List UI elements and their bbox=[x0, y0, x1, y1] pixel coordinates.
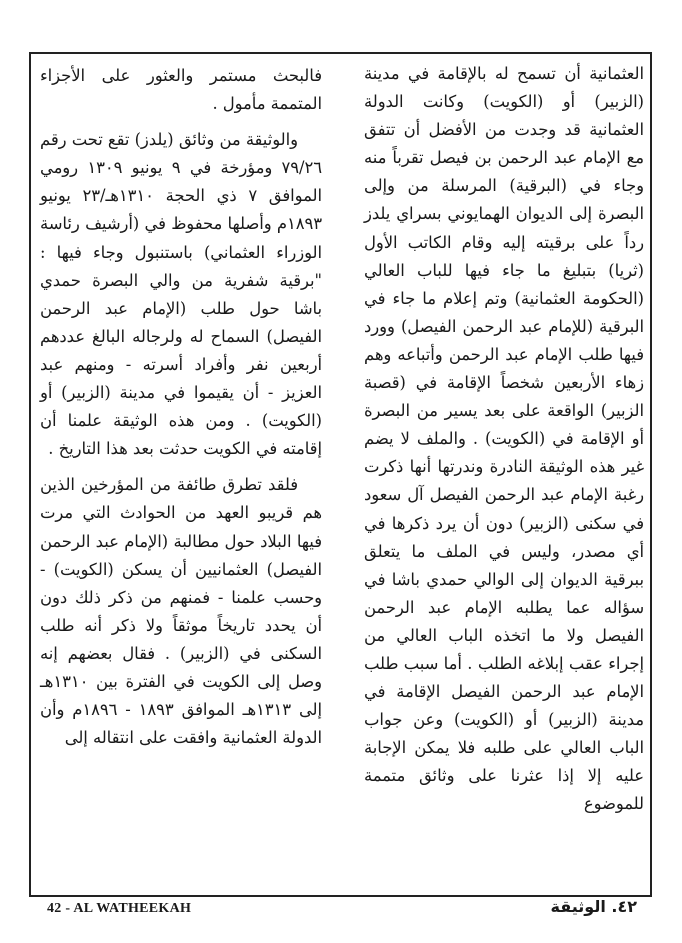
left-column-paragraph-1: فالبحث مستمر والعثور على الأجزاء المتممة مأمول . bbox=[40, 66, 322, 114]
right-text-column bbox=[364, 60, 644, 819]
left-column-paragraph-3: فلقد تطرق طائفة من المؤرخين الذين هم قريبو العهد من الحوادث التي مرت فيها البلاد حول مطالبة (الإمام عبد الرحمن الفيصل) العثمانيين أن يسكن (الكويت) - وحسب علمنا - فمنهم من ذكر ذلك دون أن يحدد تاريخاً موثقاً ولا ذكر أنه طلب السكنى في (الزبير) . فقال بعضهم إنه وصل إلى الكويت في الفترة بين ١٣١٠هـ إلى ١٣١٣هـ الموافق ١٨٩٣ - ١٨٩٦م وأن الدولة العثمانية وافقت على انتقاله إلى bbox=[40, 475, 323, 748]
footer-page-label-arabic: ٤٢. الوثيقة bbox=[550, 897, 637, 916]
right-column-paragraph: العثمانية أن تسمح له بالإقامة في مدينة (الزبير) أو (الكويت) وكانت الدولة العثمانية قد وجدت من الأفضل أن تتفق مع الإمام عبد الرحمن بن فيصل تقرباً منه وجاء في (البرقية) المرسلة من وإلى البصرة إلى الديوان الهمايوني بسراي يلدز رداً على برقيته إليه وقام الكاتب الأول (ثريا) بتبليغ ما جاء فيها للباب العالي (الحكومة العثمانية) وتم إعلام ما جاء في البرقية (للإمام عبد الرحمن الفيصل) وورد فيها طلب الإمام عبد الرحمن وأتباعه وهم زهاء الأربعين شخصاً الإقامة في (قصبة الزبير) الواقعة على بعد يسير من البصرة أو الإقامة في (الكويت) . والملف لا يضم غير هذه الوثيقة النادرة وندرتها أنها ذكرت رغبة الإمام عبد الرحمن الفيصل آل سعود في سكنى (الزبير) دون أن يرد ذكرها في أي مصدر، وليس في الملف ما يتعلق ببرقية الديوان إلى الوالي حمدي باشا في سؤاله عما يطلبه الإمام عبد الرحمن الفيصل ولا ما اتخذه الباب العالي من إجراء عقب إبلاغه الطلب . أما سبب طلب الإمام عبد الرحمن الفيصل الإقامة في مدينة (الزبير) أو (الكويت) وعن جواب الباب العالي على طلبه فلا يمكن الإجابة عليه إلا إذا عثرنا على وثائق متممة للموضوع bbox=[364, 64, 644, 814]
left-text-column bbox=[40, 62, 322, 752]
footer-page-label-latin: 42 - AL WATHEEKAH bbox=[47, 901, 192, 916]
left-column-paragraph-2: والوثيقة من وثائق (يلدز) تقع تحت رقم ٧٩/٢٦ ومؤرخة في ٩ يونيو ١٣٠٩ رومي الموافق ٧ ذي الحجة ١٣١٠هـ/٢٣ يونيو ١٨٩٣م وأصلها محفوظ في (أرشيف رئاسة الوزراء العثماني) باستنبول وجاء فيها : "برقية شفرية من والي البصرة حمدي باشا حول طلب (الإمام عبد الرحمن الفيصل) السماح له ولرجاله البالغ عددهم أربعين نفر وأفراد أسرته - ومنهم عبد العزيز - أن يقيموا في مدينة (الزبير) أو (الكويت) . ومن هذه الوثيقة علمنا أن إقامته في الكويت حدثت بعد هذا التاريخ . bbox=[40, 130, 322, 459]
